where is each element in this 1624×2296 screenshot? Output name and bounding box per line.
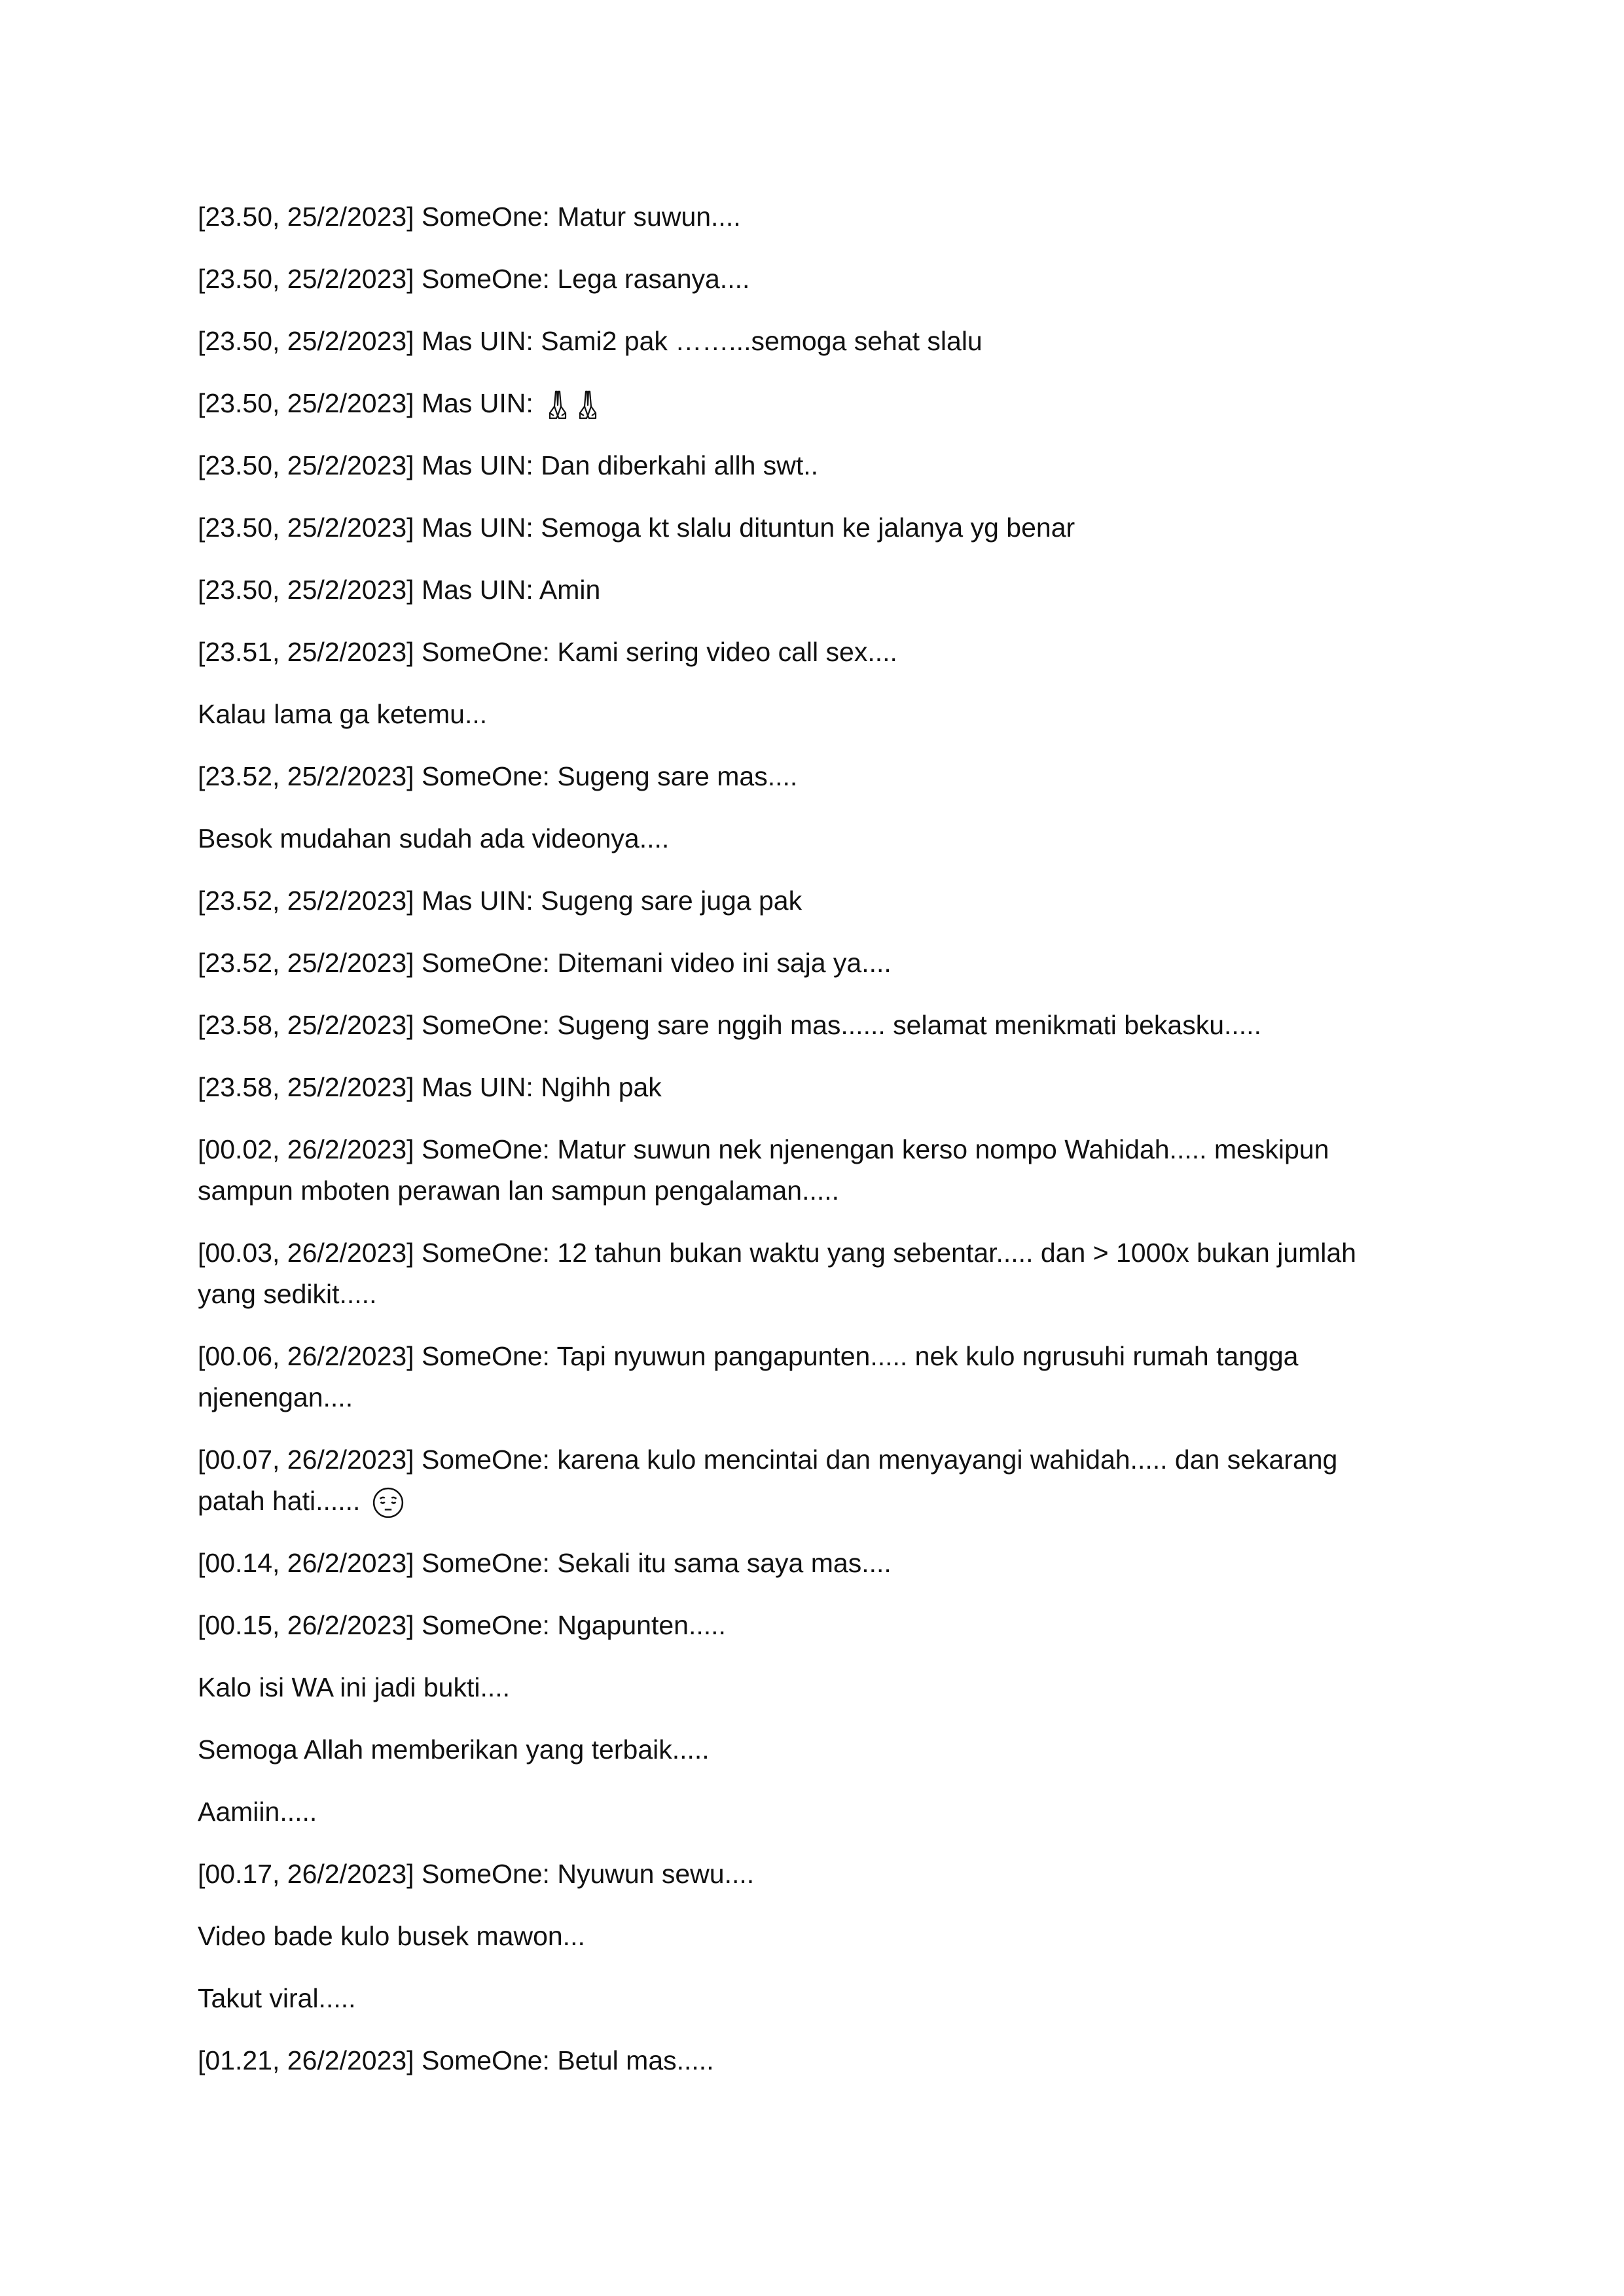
message-line: [198, 1605, 1441, 1646]
message-line: [198, 445, 1441, 486]
chat-message: [198, 1667, 1441, 1708]
message-line: [198, 1543, 1441, 1584]
message-text: Kalau lama ga ketemu...: [198, 699, 488, 729]
message-line: [198, 569, 1441, 611]
chat-message: [198, 1336, 1441, 1418]
message-text: Besok mudahan sudah ada videonya....: [198, 823, 670, 853]
chat-message: [198, 1791, 1441, 1833]
message-text: [23.50, 25/2/2023] Mas UIN: Sami2 pak ……...semoga sehat slalu: [198, 326, 983, 356]
message-line: [198, 196, 1441, 238]
message-line: [198, 1232, 1441, 1274]
chat-message: [198, 321, 1441, 362]
message-text: [23.50, 25/2/2023] SomeOne: Matur suwun....: [198, 202, 741, 232]
chat-message: [198, 1916, 1441, 1957]
chat-message: [198, 196, 1441, 238]
chat-message: [198, 569, 1441, 611]
message-line: [198, 880, 1441, 922]
chat-message: [198, 818, 1441, 859]
message-text: [00.14, 26/2/2023] SomeOne: Sekali itu sama saya mas....: [198, 1548, 892, 1578]
chat-message: [198, 632, 1441, 673]
chat-message: [198, 1543, 1441, 1584]
message-line: [198, 1854, 1441, 1895]
message-line: [198, 1791, 1441, 1833]
message-line: [198, 321, 1441, 362]
message-text: [23.58, 25/2/2023] Mas UIN: Ngihh pak: [198, 1072, 662, 1102]
message-line: [198, 259, 1441, 300]
message-line: [198, 1274, 1441, 1315]
folded-hands-icon: [545, 389, 571, 421]
chat-message: [198, 1729, 1441, 1770]
chat-message: [198, 1067, 1441, 1108]
message-text: [23.58, 25/2/2023] SomeOne: Sugeng sare nggih mas...... selamat menikmati bekasku.....: [198, 1010, 1261, 1040]
message-text: [23.50, 25/2/2023] Mas UIN: Dan diberkahi allh swt..: [198, 450, 819, 480]
message-text: [00.02, 26/2/2023] SomeOne: Matur suwun nek njenengan kerso nompo Wahidah..... meskipun: [198, 1134, 1329, 1164]
chat-message: [198, 756, 1441, 797]
message-text: Kalo isi WA ini jadi bukti....: [198, 1672, 511, 1702]
pensive-face-icon: [372, 1486, 405, 1519]
message-line: [198, 756, 1441, 797]
message-line: [198, 1377, 1441, 1418]
chat-message: [198, 1978, 1441, 2019]
message-text: [23.50, 25/2/2023] Mas UIN:: [198, 388, 541, 418]
chat-message: [198, 259, 1441, 300]
message-text: [01.21, 26/2/2023] SomeOne: Betul mas.....: [198, 2045, 714, 2075]
message-line: [198, 1067, 1441, 1108]
chat-message: [198, 942, 1441, 984]
message-line: [198, 1005, 1441, 1046]
message-text: [23.52, 25/2/2023] Mas UIN: Sugeng sare juga pak: [198, 886, 803, 916]
message-text: [00.07, 26/2/2023] SomeOne: karena kulo mencintai dan menyayangi wahidah..... dan sekarang: [198, 1444, 1338, 1475]
chat-message: [198, 1439, 1441, 1522]
chat-message: [198, 2040, 1441, 2081]
chat-message: [198, 445, 1441, 486]
message-text: [23.50, 25/2/2023] SomeOne: Lega rasanya....: [198, 264, 750, 294]
message-line: [198, 383, 1441, 424]
chat-message: [198, 383, 1441, 424]
message-line: [198, 1667, 1441, 1708]
chat-message: [198, 1129, 1441, 1211]
chat-message: [198, 1854, 1441, 1895]
chat-message: [198, 880, 1441, 922]
message-text: njenengan....: [198, 1382, 353, 1412]
message-text: [23.51, 25/2/2023] SomeOne: Kami sering video call sex....: [198, 637, 897, 667]
message-text: [00.03, 26/2/2023] SomeOne: 12 tahun bukan waktu yang sebentar..... dan > 1000x bukan jumlah: [198, 1238, 1356, 1268]
chat-message: [198, 507, 1441, 548]
message-text: Video bade kulo busek mawon...: [198, 1921, 585, 1951]
message-line: [198, 1170, 1441, 1211]
folded-hands-icon: [575, 389, 601, 421]
message-line: [198, 632, 1441, 673]
message-text: Aamiin.....: [198, 1797, 317, 1827]
chat-message: [198, 1005, 1441, 1046]
message-line: [198, 1336, 1441, 1377]
message-line: [198, 1729, 1441, 1770]
message-line: [198, 2040, 1441, 2081]
message-text: [23.52, 25/2/2023] SomeOne: Ditemani video ini saja ya....: [198, 948, 892, 978]
message-text: [23.50, 25/2/2023] Mas UIN: Semoga kt slalu dituntun ke jalanya yg benar: [198, 512, 1075, 543]
chat-message: [198, 694, 1441, 735]
chat-message: [198, 1605, 1441, 1646]
message-text: [23.50, 25/2/2023] Mas UIN: Amin: [198, 575, 601, 605]
message-line: [198, 1916, 1441, 1957]
chat-message: [198, 1232, 1441, 1315]
message-line: [198, 818, 1441, 859]
message-line: [198, 694, 1441, 735]
message-text: sampun mboten perawan lan sampun pengalaman.....: [198, 1175, 840, 1206]
message-line: [198, 507, 1441, 548]
message-text: yang sedikit.....: [198, 1279, 377, 1309]
message-text: Semoga Allah memberikan yang terbaik.....: [198, 1734, 710, 1765]
message-text: Takut viral.....: [198, 1983, 356, 2013]
message-line: [198, 1978, 1441, 2019]
message-text: [00.15, 26/2/2023] SomeOne: Ngapunten.....: [198, 1610, 726, 1640]
message-line: [198, 1480, 1441, 1522]
message-text: [00.17, 26/2/2023] SomeOne: Nyuwun sewu....: [198, 1859, 755, 1889]
message-line: [198, 942, 1441, 984]
message-text: patah hati......: [198, 1486, 368, 1516]
message-line: [198, 1439, 1441, 1480]
message-line: [198, 1129, 1441, 1170]
message-text: [23.52, 25/2/2023] SomeOne: Sugeng sare mas....: [198, 761, 798, 791]
message-text: [00.06, 26/2/2023] SomeOne: Tapi nyuwun pangapunten..... nek kulo ngrusuhi rumah tangga: [198, 1341, 1299, 1371]
chat-transcript: [198, 196, 1441, 2102]
